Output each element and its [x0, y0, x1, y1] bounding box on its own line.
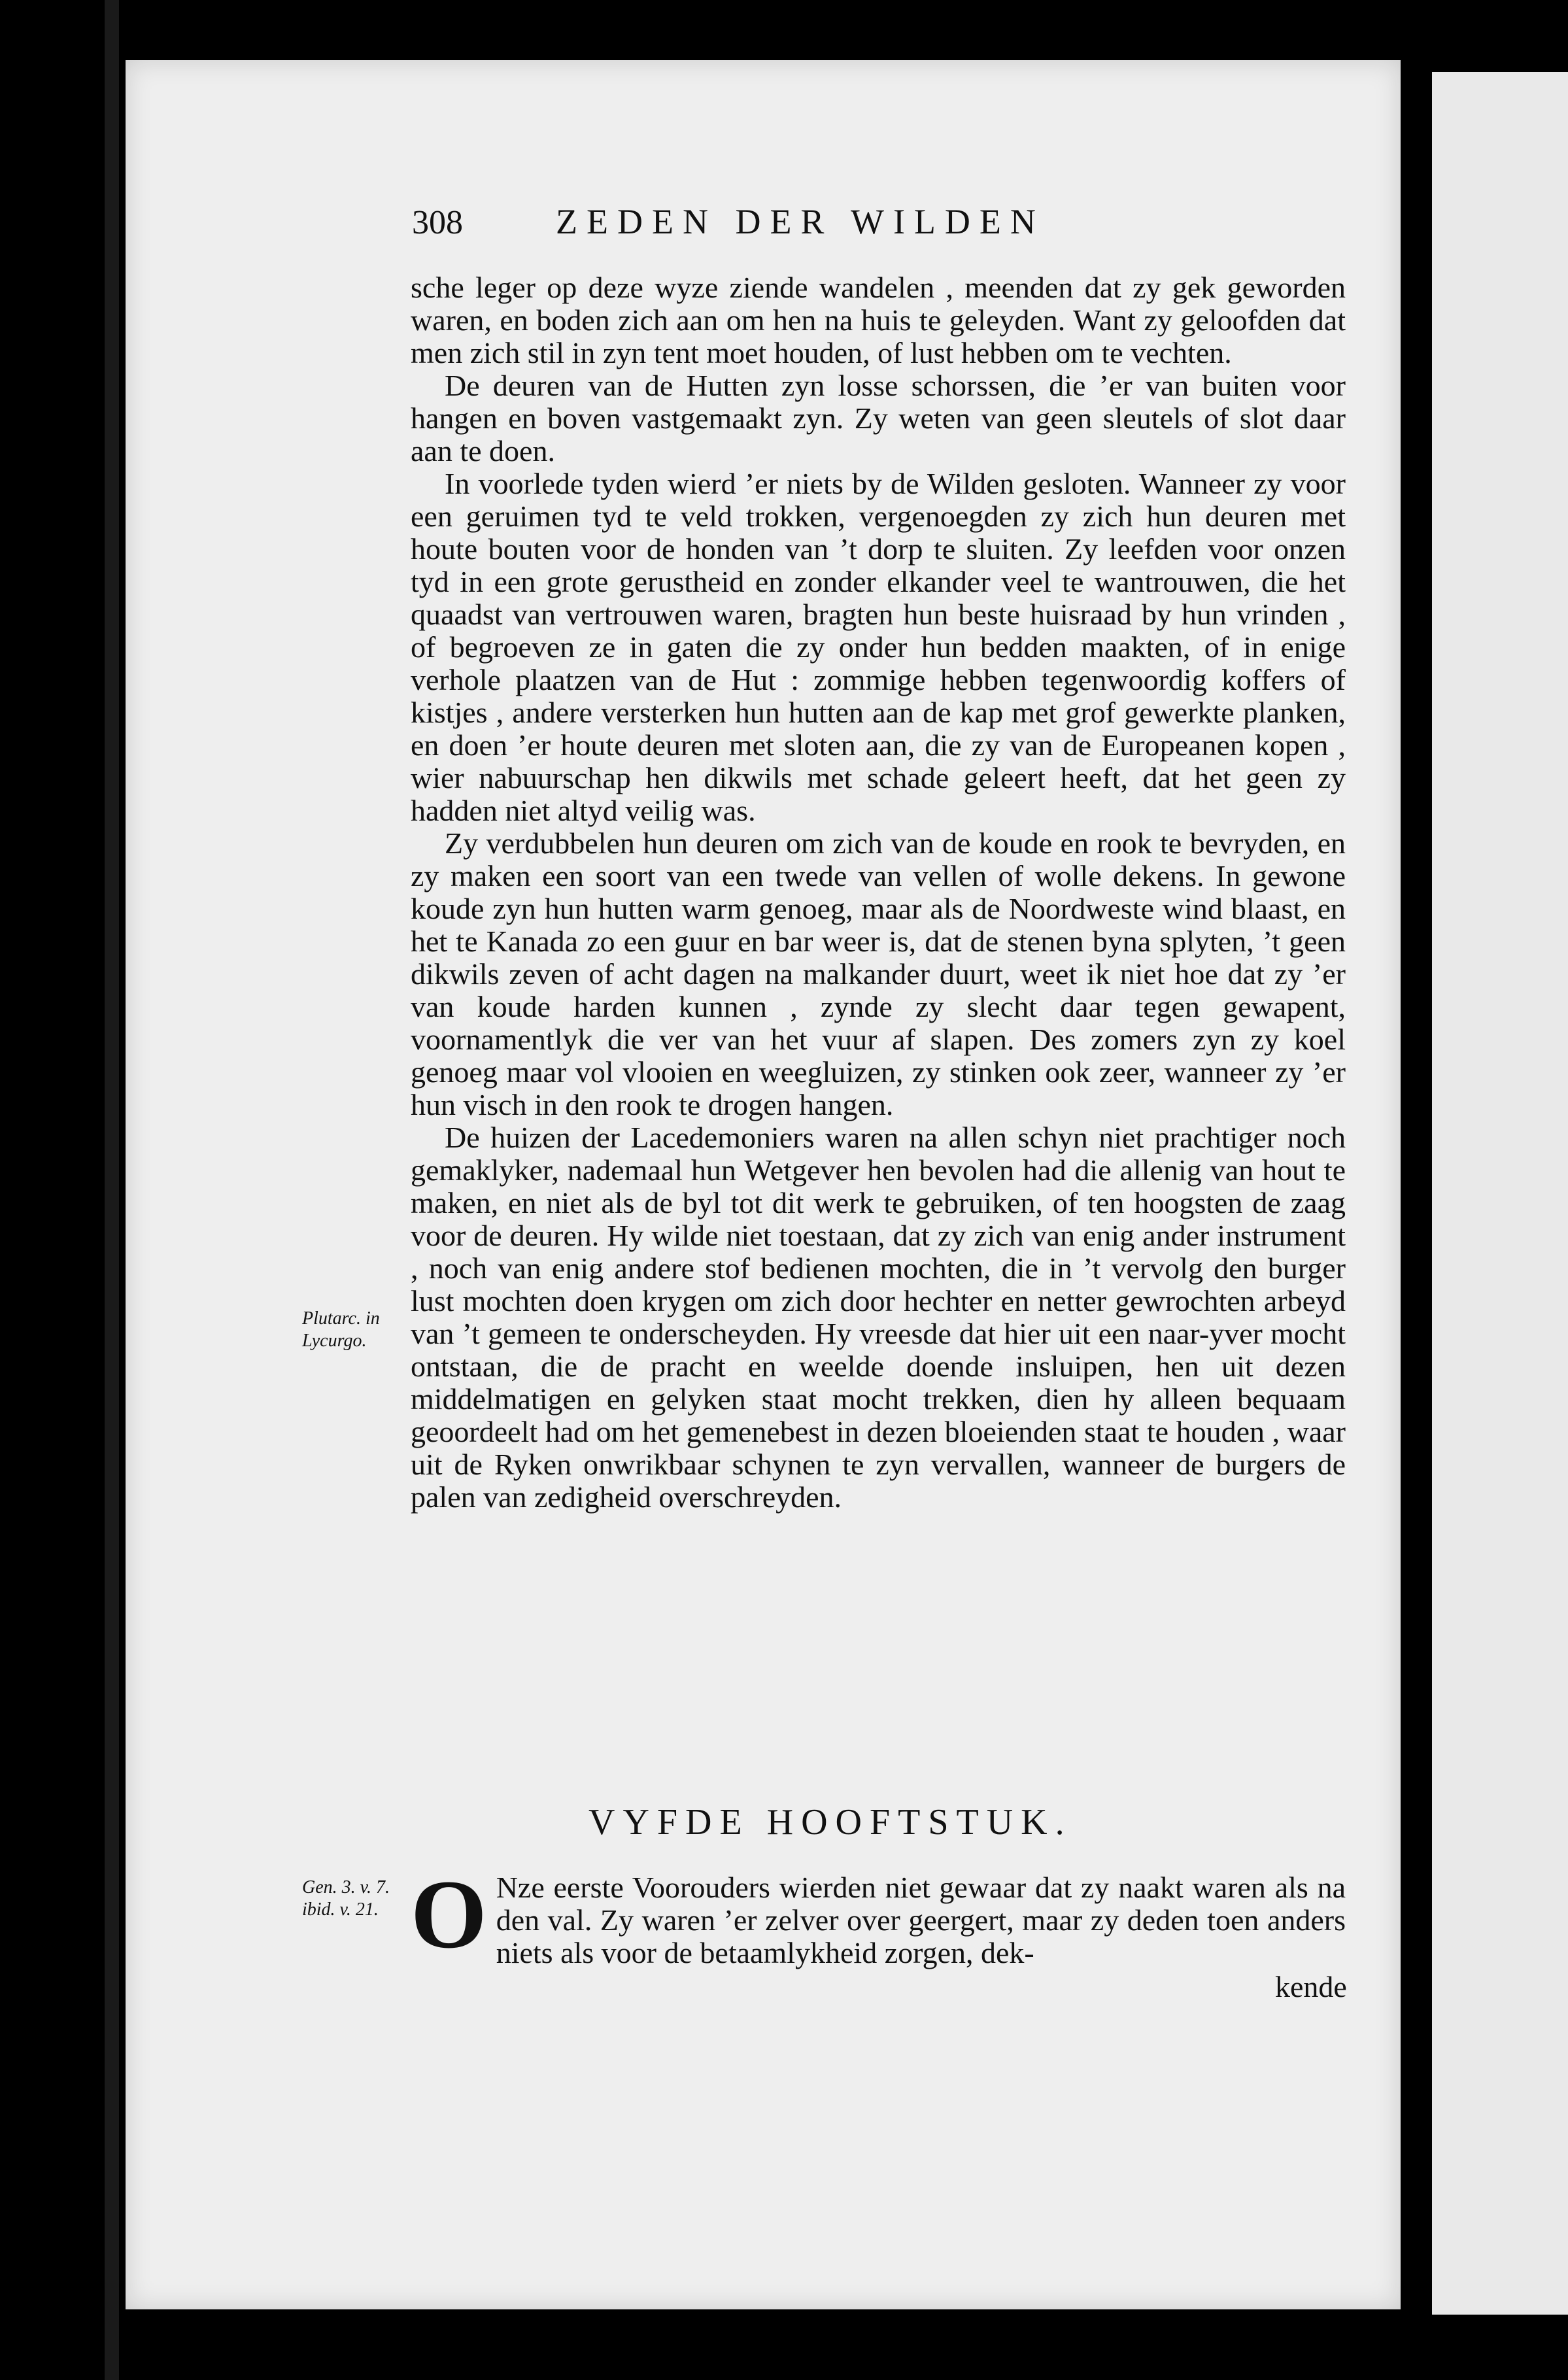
paragraph-continued: sche leger op deze wyze ziende wandelen , meenden dat zy gek geworden waren, en boden zich aan om hen na huis te geleyden. Want zy geloofden dat men zich stil in zyn tent moet houden, of lust hebben om te vechten.: [411, 271, 1346, 369]
paragraph-doors: De deuren van de Hutten zyn losse schorssen, die ’er van buiten voor hangen en boven vastgemaakt zyn. Zy weten van geen sleutels of slot daar aan te doen.: [411, 369, 1346, 468]
body-text: [411, 271, 1346, 1514]
margin-note-genesis: Gen. 3. v. 7. ibid. v. 21.: [302, 1877, 390, 1920]
page-number: 308: [412, 204, 463, 241]
facing-page-edge: [1432, 72, 1568, 2315]
chapter-opening-text: Nze eerste Voorouders wierden niet gewaar dat zy naakt waren als na den val. Zy waren ’er zelver over geergert, maar zy deden toen anders niets als voor de betaamlykheid zorgen, dek-: [496, 1871, 1346, 1969]
paragraph-former-times: In voorlede tyden wierd ’er niets by de Wilden gesloten. Wanneer zy voor een geruimen tyd te veld trokken, vergenoegden zy zich hun deuren met houte bouten voor de honden van ’t dorp te sluiten. Zy leefden voor onzen tyd in een grote gerustheid en zonder elkander veel te wantrouwen, die het quaadst van vertrouwen waren, bragten hun beste huisraad by hun vrinden , of begroeven ze in gaten die zy onder hun bedden maakten, of in enige verhole plaatzen van de Hut : zommige hebben tegenwoordig koffers of kistjes , andere versterken hun hutten aan de kap met grof gewerkte planken, en doen ’er houte deuren met sloten aan, die zy van de Europeanen kopen , wier nabuurschap hen dikwils met schade geleert heeft, dat het geen zy hadden niet altyd veilig was.: [411, 467, 1346, 827]
running-head: [412, 201, 1340, 254]
drop-cap: O: [411, 1860, 487, 1969]
running-title: ZEDEN DER WILDEN: [556, 202, 1045, 241]
catchword: kende: [1275, 1970, 1347, 2003]
book-spine: [105, 0, 119, 2380]
chapter-text: [411, 1860, 1346, 1969]
chapter-heading: VYFDE HOOFTSTUK.: [588, 1802, 1072, 1843]
margin-note-plutarch: Plutarc. in Lycurgo.: [302, 1308, 380, 1351]
paragraph-lacedemonians: De huizen der Lacedemoniers waren na allen schyn niet prachtiger noch gemaklyker, nademaal hun Wetgever hen bevolen had die allenig van hout te maken, en niet als de byl tot dit werk te gebruiken, of ten hoogsten de zaag voor de deuren. Hy wilde niet toestaan, dat zy zich van enig ander instrument , noch van enig andere stof bedienen mochten, die in ’t vervolg den burger lust mochten doen krygen om zich door hechter en netter gewrochten arbeyd van ’t gemeen te onderscheyden. Hy vreesde dat hier uit een naar-yver mocht ontstaan, die de pracht en weelde doende insluipen, hen uit dezen middelmatigen en gelyken staat mocht trekken, dien hy alleen bequaam geoordeelt had om het gemenebest in dezen bloeienden staat te houden , waar uit de Ryken onwrikbaar schynen te zyn vervallen, wanneer de burgers de palen van zedigheid overschreyden.: [411, 1121, 1346, 1514]
paragraph-cold: Zy verdubbelen hun deuren om zich van de koude en rook te bevryden, en zy maken een soort van een twede van vellen of wolle dekens. In gewone koude zyn hun hutten warm genoeg, maar als de Noordweste wind blaast, en het te Kanada zo een guur en bar weer is, dat de stenen byna splyten, ’t geen dikwils zeven of acht dagen na malkander duurt, weet ik niet hoe dat zy ’er van koude harden kunnen , zynde zy slecht daar tegen gewapent, voornamentlyk die ver van het vuur af slapen. Des zomers zyn zy koel genoeg maar vol vlooien en weegluizen, zy stinken ook zeer, wanneer zy ’er hun visch in den rook te drogen hangen.: [411, 826, 1346, 1121]
